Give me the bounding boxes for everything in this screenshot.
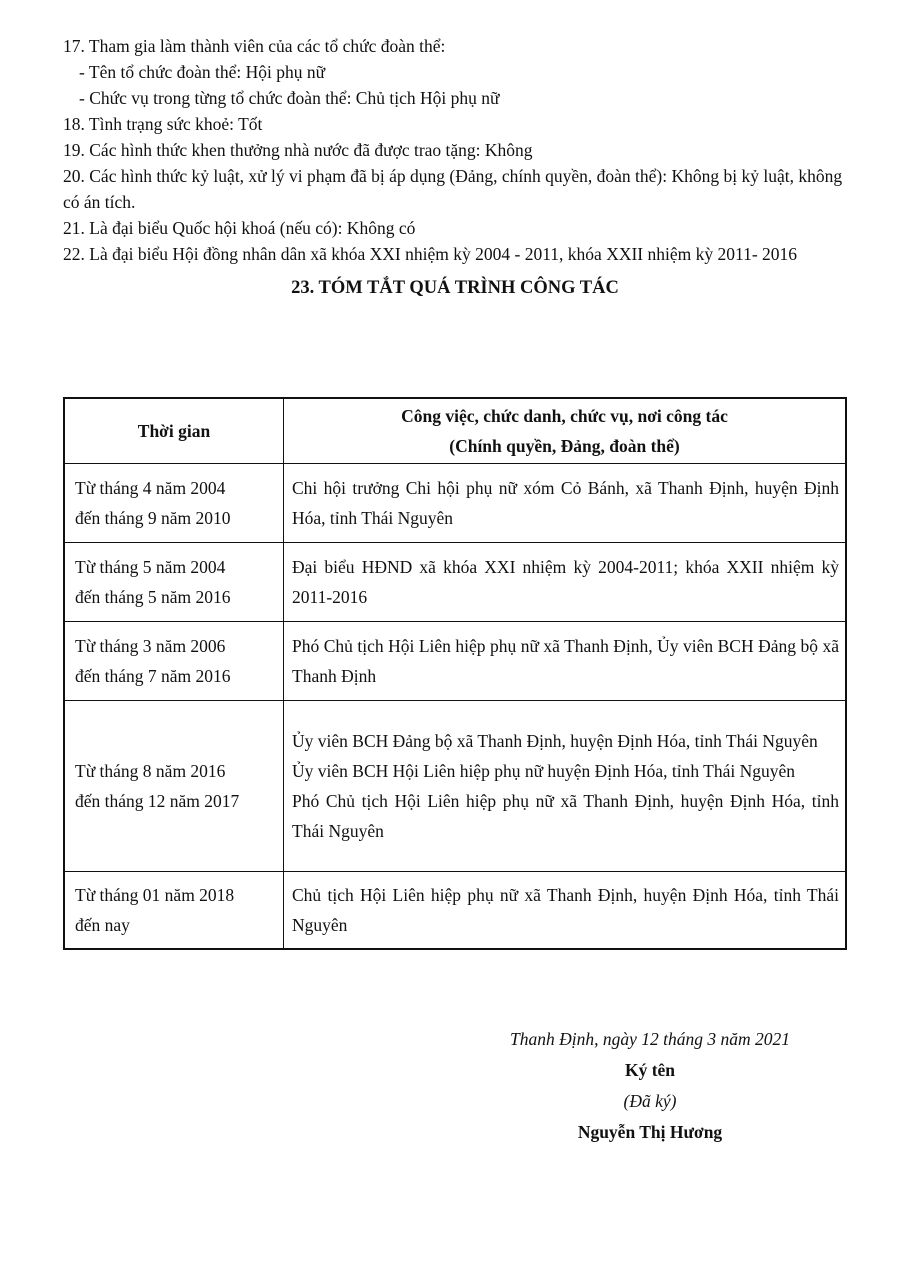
row-description [284,701,847,872]
time-to: đến tháng 12 năm 2017 [75,791,240,811]
time-from: Từ tháng 3 năm 2006 [75,636,226,656]
signer-name: Nguyễn Thị Hương [577,1122,723,1142]
table-row [64,872,846,950]
item-21-national-assembly: 21. Là đại biểu Quốc hội khoá (nếu có): Không có [63,218,416,238]
time-to: đến nay [75,915,130,935]
item-19-awards: 19. Các hình thức khen thưởng nhà nước đã được trao tặng: Không [63,140,533,160]
row-description [284,872,847,950]
item-17-position: - Chức vụ trong từng tổ chức đoàn thể: Chủ tịch Hội phụ nữ [79,88,500,108]
career-summary-table [63,397,847,950]
row-description [284,622,847,701]
time-from: Từ tháng 01 năm 2018 [75,885,235,905]
item-18-health: 18. Tình trạng sức khoẻ: Tốt [63,114,263,134]
table-header-row [64,398,846,464]
item-17-title: 17. Tham gia làm thành viên của các tổ chức đoàn thể: [63,36,446,56]
table-row [64,701,846,872]
row-time [64,622,284,701]
time-from: Từ tháng 5 năm 2004 [75,557,226,577]
signed-status: (Đã ký) [623,1091,677,1111]
place-date: Thanh Định, ngày 12 tháng 3 năm 2021 [510,1029,790,1049]
role-entry: Đại biểu HĐND xã khóa XXI nhiệm kỳ 2004-2011; khóa XXII nhiệm kỳ 2011-2016 [292,557,839,607]
section-23-title: 23. TÓM TẮT QUÁ TRÌNH CÔNG TÁC [291,278,619,298]
table-row [64,464,846,543]
row-time [64,543,284,622]
row-time [64,464,284,543]
header-work-line1: Công việc, chức danh, chức vụ, nơi công tác [401,406,728,426]
header-work-line2: (Chính quyền, Đảng, đoàn thể) [449,436,680,456]
role-entry: Ủy viên BCH Hội Liên hiệp phụ nữ huyện Định Hóa, tỉnh Thái Nguyên [292,761,795,781]
row-description [284,543,847,622]
time-to: đến tháng 7 năm 2016 [75,666,231,686]
row-time [64,872,284,950]
time-from: Từ tháng 8 năm 2016 [75,761,226,781]
document-body [63,33,847,305]
signature-label: Ký tên [624,1060,676,1080]
item-20-discipline: 20. Các hình thức kỷ luật, xử lý vi phạm đã bị áp dụng (Đảng, chính quyền, đoàn thể): Không bị kỷ luật, không có án tích. [63,166,843,212]
signature-block [470,1024,830,1148]
row-time [64,701,284,872]
role-entry: Chi hội trưởng Chi hội phụ nữ xóm Cỏ Bánh, xã Thanh Định, huyện Định Hóa, tỉnh Thái Nguyên [292,478,839,528]
role-entry: Phó Chủ tịch Hội Liên hiệp phụ nữ xã Thanh Định, Ủy viên BCH Đảng bộ xã Thanh Định [292,636,839,686]
time-to: đến tháng 5 năm 2016 [75,587,231,607]
header-work [284,398,847,464]
item-22-peoples-council: 22. Là đại biểu Hội đồng nhân dân xã khóa XXI nhiệm kỳ 2004 - 2011, khóa XXII nhiệm kỳ 2011- 2016 [63,244,798,264]
time-from: Từ tháng 4 năm 2004 [75,478,226,498]
row-description [284,464,847,543]
role-entry: Phó Chủ tịch Hội Liên hiệp phụ nữ xã Thanh Định, huyện Định Hóa, tỉnh Thái Nguyên [292,791,839,841]
item-17-org-name: - Tên tổ chức đoàn thể: Hội phụ nữ [79,62,326,82]
header-time: Thời gian [64,398,284,464]
role-entry: Ủy viên BCH Đảng bộ xã Thanh Định, huyện Định Hóa, tỉnh Thái Nguyên [292,731,818,751]
role-entry: Chủ tịch Hội Liên hiệp phụ nữ xã Thanh Định, huyện Định Hóa, tỉnh Thái Nguyên [292,885,839,935]
table-row [64,543,846,622]
time-to: đến tháng 9 năm 2010 [75,508,231,528]
table-row [64,622,846,701]
